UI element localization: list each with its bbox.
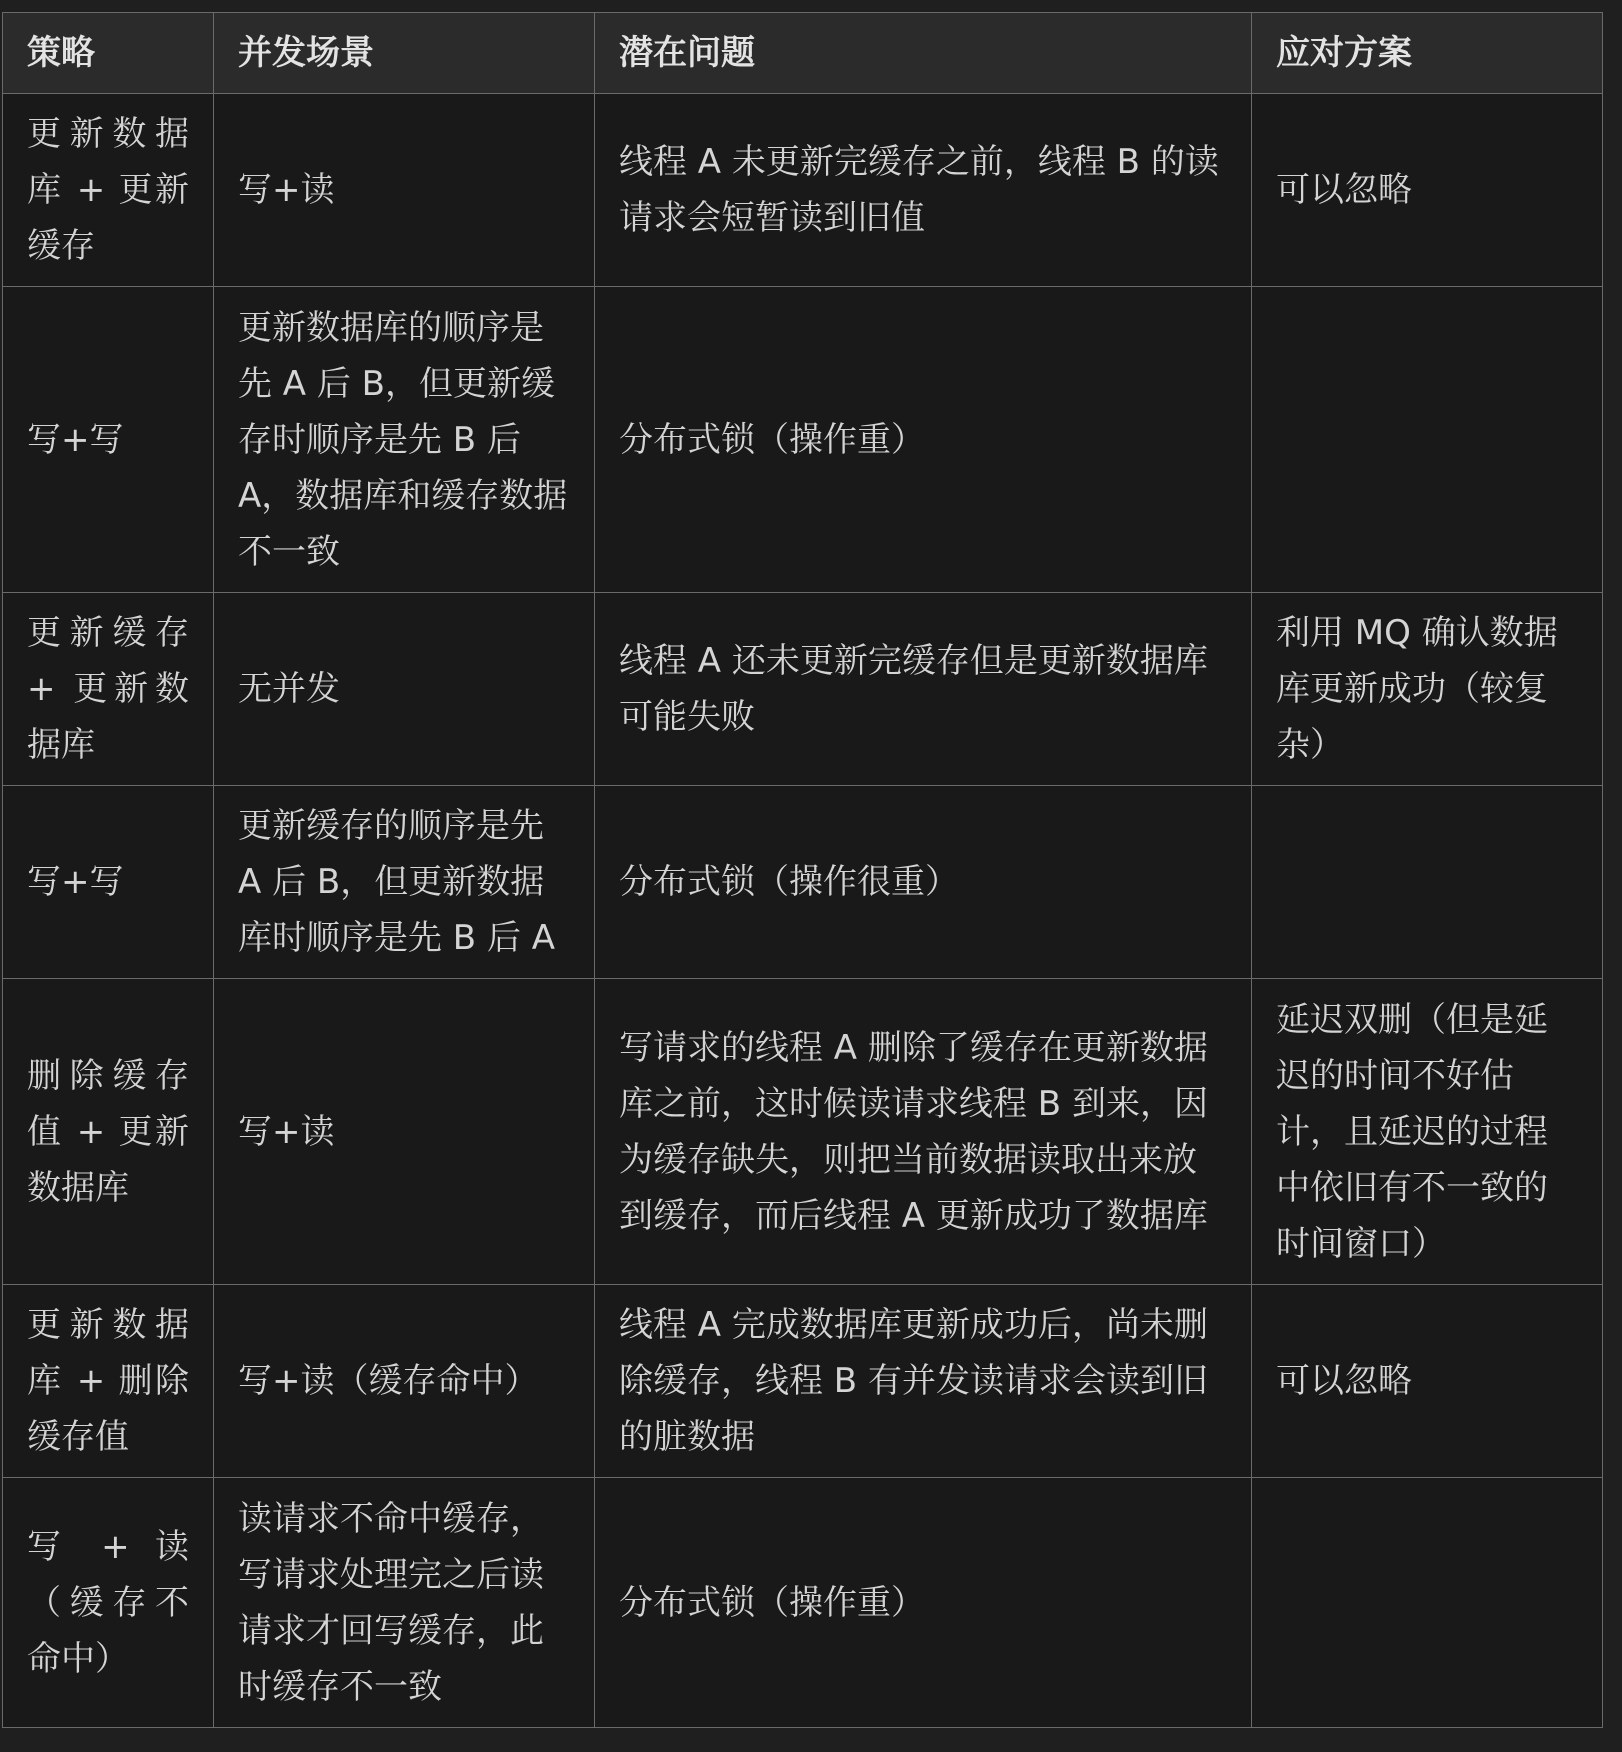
cell-solution (1252, 287, 1603, 593)
cell-solution (1252, 786, 1603, 979)
cell-strategy: 写+写 (3, 786, 214, 979)
cell-strategy: 删除缓存值 + 更新数据库 (3, 979, 214, 1285)
cell-solution (1252, 1478, 1603, 1728)
table-row (3, 979, 1603, 1285)
cell-problem: 分布式锁（操作重） (595, 1478, 1252, 1728)
cell-scenario: 写+读 (214, 94, 595, 287)
cell-strategy: 更新缓存 + 更新数据库 (3, 593, 214, 786)
cell-problem: 线程 A 完成数据库更新成功后，尚未删除缓存，线程 B 有并发读请求会读到旧的脏数据 (595, 1285, 1252, 1478)
cell-strategy: 更新数据库 + 更新缓存 (3, 94, 214, 287)
header-scenario: 并发场景 (214, 13, 595, 94)
table-row (3, 94, 1603, 287)
table-row (3, 593, 1603, 786)
cell-scenario: 更新缓存的顺序是先 A 后 B，但更新数据库时顺序是先 B 后 A (214, 786, 595, 979)
cell-problem: 分布式锁（操作重） (595, 287, 1252, 593)
table-row (3, 1478, 1603, 1728)
cell-strategy: 更新数据库 + 删除缓存值 (3, 1285, 214, 1478)
cell-problem: 线程 A 还未更新完缓存但是更新数据库可能失败 (595, 593, 1252, 786)
cache-strategy-table (2, 12, 1603, 1728)
cell-strategy: 写+写 (3, 287, 214, 593)
table-row (3, 1285, 1603, 1478)
table-row (3, 786, 1603, 979)
table-header (3, 13, 1603, 94)
header-strategy: 策略 (3, 13, 214, 94)
cell-strategy: 写 + 读（缓存不命中） (3, 1478, 214, 1728)
cell-problem: 线程 A 未更新完缓存之前，线程 B 的读请求会短暂读到旧值 (595, 94, 1252, 287)
table-row (3, 287, 1603, 593)
cell-problem: 分布式锁（操作很重） (595, 786, 1252, 979)
cell-scenario: 更新数据库的顺序是先 A 后 B，但更新缓存时顺序是先 B 后 A，数据库和缓存数据不一致 (214, 287, 595, 593)
cell-scenario: 无并发 (214, 593, 595, 786)
cell-scenario: 写+读（缓存命中） (214, 1285, 595, 1478)
cell-problem: 写请求的线程 A 删除了缓存在更新数据库之前，这时候读请求线程 B 到来，因为缓存缺失，则把当前数据读取出来放到缓存，而后线程 A 更新成功了数据库 (595, 979, 1252, 1285)
header-solution: 应对方案 (1252, 13, 1603, 94)
table-body (3, 94, 1603, 1728)
header-problem: 潜在问题 (595, 13, 1252, 94)
cell-solution: 利用 MQ 确认数据库更新成功（较复杂） (1252, 593, 1603, 786)
cell-scenario: 写+读 (214, 979, 595, 1285)
cell-solution: 可以忽略 (1252, 94, 1603, 287)
cell-scenario: 读请求不命中缓存，写请求处理完之后读请求才回写缓存，此时缓存不一致 (214, 1478, 595, 1728)
cell-solution: 可以忽略 (1252, 1285, 1603, 1478)
header-row (3, 13, 1603, 94)
cell-solution: 延迟双删（但是延迟的时间不好估计，且延迟的过程中依旧有不一致的时间窗口） (1252, 979, 1603, 1285)
